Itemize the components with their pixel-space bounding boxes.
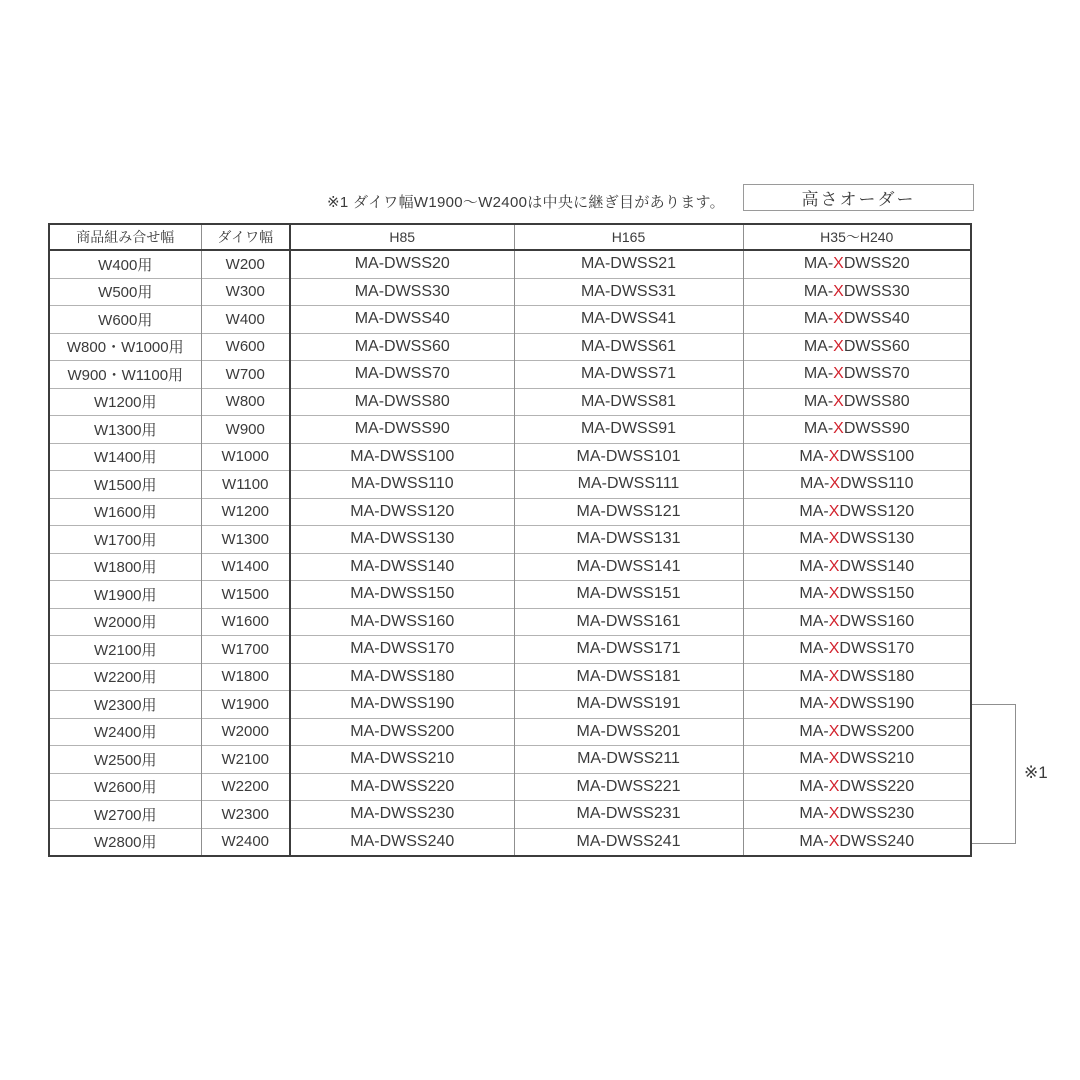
order-marker-x: X: [828, 530, 840, 548]
code-prefix: MA-: [803, 337, 834, 355]
order-marker-x: X: [833, 310, 844, 328]
code-h85-cell: MA-DWSS20: [290, 250, 514, 278]
table-row: [49, 388, 971, 416]
code-h85-cell: MA-DWSS100: [290, 443, 514, 471]
code-h165-cell: MA-DWSS171: [514, 636, 743, 664]
code-prefix: MA-: [799, 805, 829, 823]
code-suffix: DWSS240: [839, 832, 915, 850]
code-h165-cell: MA-DWSS151: [514, 581, 743, 609]
code-h35-h240-cell: [743, 608, 971, 636]
code-prefix: MA-: [799, 557, 829, 575]
daiwa-width-cell: W2000: [201, 718, 290, 746]
code-prefix: MA-: [799, 612, 829, 630]
daiwa-width-cell: W1400: [201, 553, 290, 581]
product-width-cell: W900・W1100用: [49, 361, 201, 389]
code-h165-cell: MA-DWSS31: [514, 278, 743, 306]
order-marker-x: X: [833, 337, 844, 355]
code-h165-cell: MA-DWSS201: [514, 718, 743, 746]
footnote-text: ※1 ダイワ幅W1900～W2400は中央に継ぎ目があります。: [327, 194, 725, 211]
daiwa-width-cell: W200: [201, 250, 290, 278]
footnote-ref-label: ※1: [1024, 763, 1048, 782]
code-suffix: DWSS140: [839, 557, 915, 575]
code-prefix: MA-: [799, 640, 829, 658]
code-h165-cell: MA-DWSS211: [514, 746, 743, 774]
product-width-cell: W2700用: [49, 801, 201, 829]
code-suffix: DWSS160: [839, 612, 915, 630]
product-width-cell: W1300用: [49, 416, 201, 444]
code-h85-cell: MA-DWSS180: [290, 663, 514, 691]
code-h165-cell: MA-DWSS181: [514, 663, 743, 691]
product-width-cell: W2100用: [49, 636, 201, 664]
order-marker-x: X: [828, 777, 840, 795]
code-suffix: DWSS20: [843, 255, 910, 273]
product-width-cell: W1800用: [49, 553, 201, 581]
code-h165-cell: MA-DWSS231: [514, 801, 743, 829]
col-header-h165: H165: [514, 224, 743, 250]
col-header-h35-h240: H35～H240: [743, 224, 971, 250]
code-h85-cell: MA-DWSS70: [290, 361, 514, 389]
product-width-cell: W1400用: [49, 443, 201, 471]
order-marker-x: X: [833, 255, 844, 273]
daiwa-width-cell: W1200: [201, 498, 290, 526]
code-h165-cell: MA-DWSS241: [514, 828, 743, 856]
code-h35-h240-cell: [743, 443, 971, 471]
table-row: [49, 526, 971, 554]
code-prefix: MA-: [799, 750, 829, 768]
product-width-cell: W2600用: [49, 773, 201, 801]
col-header-h85: H85: [290, 224, 514, 250]
daiwa-width-cell: W1300: [201, 526, 290, 554]
code-h35-h240-cell: [743, 388, 971, 416]
daiwa-width-cell: W1700: [201, 636, 290, 664]
code-h165-cell: MA-DWSS141: [514, 553, 743, 581]
product-width-cell: W2300用: [49, 691, 201, 719]
order-marker-x: X: [828, 640, 840, 658]
code-h165-cell: MA-DWSS131: [514, 526, 743, 554]
code-h165-cell: MA-DWSS41: [514, 306, 743, 334]
table-row: [49, 443, 971, 471]
code-suffix: DWSS230: [839, 805, 915, 823]
order-marker-x: X: [833, 365, 844, 383]
code-suffix: DWSS150: [839, 585, 915, 603]
code-prefix: MA-: [799, 777, 829, 795]
table-row: [49, 250, 971, 278]
code-h85-cell: MA-DWSS210: [290, 746, 514, 774]
code-suffix: DWSS120: [839, 502, 915, 520]
table-row: [49, 718, 971, 746]
code-suffix: DWSS80: [843, 392, 910, 410]
daiwa-width-cell: W2300: [201, 801, 290, 829]
daiwa-width-cell: W1000: [201, 443, 290, 471]
code-suffix: DWSS200: [839, 722, 915, 740]
product-width-cell: W2400用: [49, 718, 201, 746]
table-row: [49, 471, 971, 499]
order-marker-x: X: [828, 612, 840, 630]
height-order-box: [743, 184, 974, 211]
table-row: [49, 553, 971, 581]
code-h35-h240-cell: [743, 361, 971, 389]
order-marker-x: X: [828, 447, 840, 465]
code-h35-h240-cell: [743, 416, 971, 444]
code-h35-h240-cell: [743, 250, 971, 278]
code-h165-cell: MA-DWSS91: [514, 416, 743, 444]
code-h35-h240-cell: [743, 746, 971, 774]
code-h35-h240-cell: [743, 581, 971, 609]
code-h35-h240-cell: [743, 333, 971, 361]
code-prefix: MA-: [803, 310, 834, 328]
daiwa-width-cell: W300: [201, 278, 290, 306]
order-marker-x: X: [828, 722, 840, 740]
code-prefix: MA-: [799, 530, 829, 548]
code-prefix: MA-: [803, 420, 834, 438]
daiwa-width-cell: W2400: [201, 828, 290, 856]
table-row: [49, 581, 971, 609]
code-h35-h240-cell: [743, 691, 971, 719]
code-h85-cell: MA-DWSS130: [290, 526, 514, 554]
code-prefix: MA-: [799, 475, 830, 493]
code-h85-cell: MA-DWSS240: [290, 828, 514, 856]
code-prefix: MA-: [803, 392, 834, 410]
code-h35-h240-cell: [743, 801, 971, 829]
code-h85-cell: MA-DWSS140: [290, 553, 514, 581]
code-h165-cell: MA-DWSS71: [514, 361, 743, 389]
product-width-cell: W2500用: [49, 746, 201, 774]
product-width-cell: W1200用: [49, 388, 201, 416]
code-prefix: MA-: [799, 447, 829, 465]
order-marker-x: X: [833, 392, 844, 410]
product-width-cell: W2200用: [49, 663, 201, 691]
code-h85-cell: MA-DWSS220: [290, 773, 514, 801]
col-header-daiwa-width: ダイワ幅: [201, 224, 290, 250]
code-h165-cell: MA-DWSS111: [514, 471, 743, 499]
code-h35-h240-cell: [743, 498, 971, 526]
table-row: [49, 828, 971, 856]
table-row: [49, 746, 971, 774]
code-prefix: MA-: [803, 282, 834, 300]
table-row: [49, 361, 971, 389]
code-h35-h240-cell: [743, 526, 971, 554]
range-bracket: [972, 704, 1016, 844]
daiwa-width-cell: W700: [201, 361, 290, 389]
order-marker-x: X: [828, 557, 840, 575]
order-marker-x: X: [828, 805, 840, 823]
code-h35-h240-cell: [743, 278, 971, 306]
daiwa-width-cell: W900: [201, 416, 290, 444]
code-prefix: MA-: [799, 585, 829, 603]
order-marker-x: X: [828, 832, 840, 850]
table-row: [49, 773, 971, 801]
code-prefix: MA-: [799, 722, 829, 740]
code-prefix: MA-: [799, 667, 829, 685]
code-h165-cell: MA-DWSS161: [514, 608, 743, 636]
height-order-label: 高さオーダー: [801, 190, 916, 209]
code-h85-cell: MA-DWSS90: [290, 416, 514, 444]
order-marker-x: X: [828, 667, 840, 685]
code-h85-cell: MA-DWSS60: [290, 333, 514, 361]
code-suffix: DWSS170: [839, 640, 915, 658]
table-row: [49, 636, 971, 664]
code-h35-h240-cell: [743, 718, 971, 746]
code-h85-cell: MA-DWSS30: [290, 278, 514, 306]
order-marker-x: X: [828, 750, 840, 768]
table-header-row: [49, 224, 971, 250]
code-h85-cell: MA-DWSS160: [290, 608, 514, 636]
code-suffix: DWSS60: [843, 337, 910, 355]
code-suffix: DWSS190: [839, 695, 915, 713]
col-header-product-combination-width: 商品組み合せ幅: [49, 224, 201, 250]
daiwa-width-cell: W400: [201, 306, 290, 334]
code-suffix: DWSS220: [839, 777, 915, 795]
daiwa-width-cell: W1900: [201, 691, 290, 719]
code-suffix: DWSS70: [843, 365, 910, 383]
daiwa-width-cell: W600: [201, 333, 290, 361]
code-suffix: DWSS210: [839, 750, 915, 768]
daiwa-width-cell: W2200: [201, 773, 290, 801]
code-suffix: DWSS110: [839, 475, 914, 493]
order-marker-x: X: [828, 695, 840, 713]
code-suffix: DWSS180: [839, 667, 915, 685]
table-row: [49, 498, 971, 526]
code-h35-h240-cell: [743, 553, 971, 581]
code-h85-cell: MA-DWSS80: [290, 388, 514, 416]
code-h85-cell: MA-DWSS170: [290, 636, 514, 664]
table-row: [49, 333, 971, 361]
code-suffix: DWSS30: [843, 282, 910, 300]
code-h165-cell: MA-DWSS221: [514, 773, 743, 801]
product-width-cell: W1900用: [49, 581, 201, 609]
table-row: [49, 691, 971, 719]
code-h35-h240-cell: [743, 773, 971, 801]
order-marker-x: X: [833, 282, 844, 300]
product-width-cell: W500用: [49, 278, 201, 306]
table-row: [49, 306, 971, 334]
table-row: [49, 416, 971, 444]
code-suffix: DWSS90: [843, 420, 910, 438]
code-h85-cell: MA-DWSS120: [290, 498, 514, 526]
product-width-cell: W2000用: [49, 608, 201, 636]
code-suffix: DWSS40: [843, 310, 910, 328]
code-h85-cell: MA-DWSS110: [290, 471, 514, 499]
code-h35-h240-cell: [743, 663, 971, 691]
code-h165-cell: MA-DWSS121: [514, 498, 743, 526]
code-h85-cell: MA-DWSS150: [290, 581, 514, 609]
product-width-cell: W1600用: [49, 498, 201, 526]
code-h165-cell: MA-DWSS81: [514, 388, 743, 416]
code-h85-cell: MA-DWSS200: [290, 718, 514, 746]
order-marker-x: X: [828, 585, 840, 603]
product-width-cell: W1500用: [49, 471, 201, 499]
daiwa-width-cell: W1800: [201, 663, 290, 691]
code-h165-cell: MA-DWSS61: [514, 333, 743, 361]
code-suffix: DWSS100: [839, 447, 915, 465]
code-prefix: MA-: [799, 502, 829, 520]
code-h165-cell: MA-DWSS21: [514, 250, 743, 278]
daiwa-width-cell: W1100: [201, 471, 290, 499]
order-marker-x: X: [829, 475, 840, 493]
code-prefix: MA-: [799, 695, 829, 713]
code-suffix: DWSS130: [839, 530, 915, 548]
size-code-table: [48, 223, 972, 857]
code-h85-cell: MA-DWSS230: [290, 801, 514, 829]
table-row: [49, 801, 971, 829]
table-row: [49, 663, 971, 691]
product-width-cell: W600用: [49, 306, 201, 334]
code-prefix: MA-: [803, 365, 834, 383]
code-h35-h240-cell: [743, 306, 971, 334]
daiwa-width-cell: W1600: [201, 608, 290, 636]
table-row: [49, 608, 971, 636]
order-marker-x: X: [833, 420, 844, 438]
code-prefix: MA-: [799, 832, 829, 850]
table-row: [49, 278, 971, 306]
daiwa-width-cell: W1500: [201, 581, 290, 609]
code-h35-h240-cell: [743, 828, 971, 856]
code-h35-h240-cell: [743, 471, 971, 499]
code-h165-cell: MA-DWSS101: [514, 443, 743, 471]
product-width-cell: W1700用: [49, 526, 201, 554]
order-marker-x: X: [828, 502, 840, 520]
size-table-body: [49, 250, 971, 856]
code-prefix: MA-: [803, 255, 834, 273]
product-width-cell: W800・W1000用: [49, 333, 201, 361]
product-width-cell: W2800用: [49, 828, 201, 856]
code-h85-cell: MA-DWSS190: [290, 691, 514, 719]
product-width-cell: W400用: [98, 256, 153, 274]
code-h165-cell: MA-DWSS191: [514, 691, 743, 719]
daiwa-width-cell: W2100: [201, 746, 290, 774]
daiwa-width-cell: W800: [201, 388, 290, 416]
code-h85-cell: MA-DWSS40: [290, 306, 514, 334]
code-h35-h240-cell: [743, 636, 971, 664]
